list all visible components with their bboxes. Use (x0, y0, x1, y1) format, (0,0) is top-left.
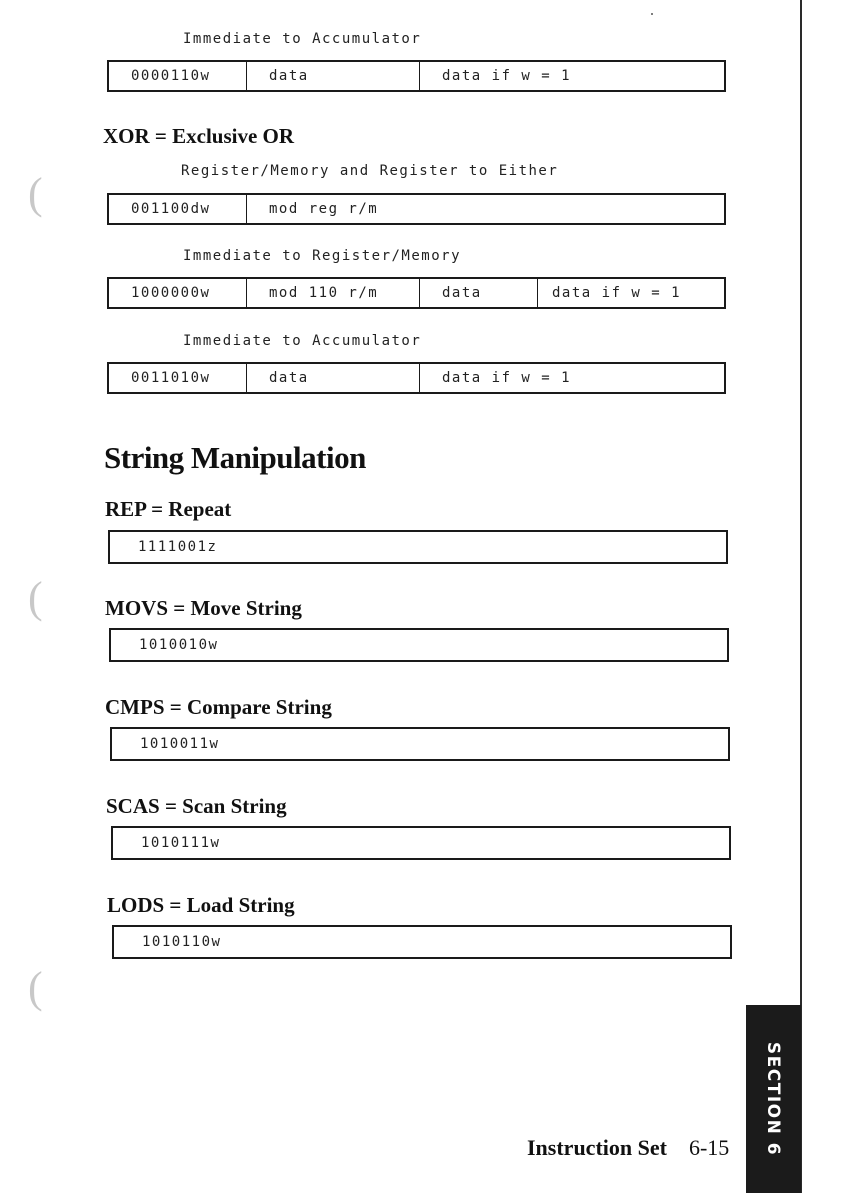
binder-hole-mark: ( (28, 963, 43, 1012)
data-field: data (246, 62, 419, 90)
instruction-heading-scas: SCAS = Scan String (106, 794, 287, 818)
opcode-field: 1010111w (141, 835, 221, 851)
format-caption: Immediate to Accumulator (183, 31, 422, 47)
data-field: data (419, 279, 537, 307)
instruction-heading-xor: XOR = Exclusive OR (103, 124, 295, 148)
instruction-format-box (108, 530, 728, 564)
section-tab-label: SECTION 6 (763, 1041, 784, 1157)
mod-reg-rm-field: mod reg r/m (246, 195, 724, 223)
data-if-w-field: data if w = 1 (537, 279, 724, 307)
binder-hole-mark: ( (28, 573, 43, 622)
opcode-field: 0000110w (131, 68, 211, 84)
opcode-field: 1010110w (142, 934, 222, 950)
data-if-w-field: data if w = 1 (419, 62, 724, 90)
format-caption: Register/Memory and Register to Either (181, 163, 559, 179)
page-number: 6-15 (688, 1135, 730, 1160)
data-field: data (246, 364, 419, 392)
instruction-format-box (111, 826, 731, 860)
page-footer (527, 1135, 729, 1161)
opcode-field: 1000000w (131, 285, 211, 301)
scan-speck (651, 13, 653, 15)
data-if-w-field: data if w = 1 (419, 364, 724, 392)
instruction-heading-cmps: CMPS = Compare String (105, 695, 332, 719)
section-tab (746, 1005, 801, 1193)
instruction-format-box (107, 362, 726, 394)
instruction-heading-lods: LODS = Load String (107, 893, 295, 917)
instruction-format-box (112, 925, 732, 959)
instruction-format-box (107, 60, 726, 92)
opcode-field: 1010010w (139, 637, 219, 653)
instruction-format-box (109, 628, 729, 662)
instruction-heading-rep: REP = Repeat (105, 497, 232, 521)
opcode-field: 0011010w (131, 370, 211, 386)
opcode-field: 001100dw (131, 201, 211, 217)
instruction-format-box (110, 727, 730, 761)
instruction-format-box (107, 193, 726, 225)
format-caption: Immediate to Register/Memory (183, 248, 462, 264)
mod-rm-field: mod 110 r/m (246, 279, 419, 307)
section-title: String Manipulation (104, 440, 366, 475)
instruction-format-box (107, 277, 726, 309)
footer-chapter-title: Instruction Set (527, 1135, 667, 1160)
instruction-heading-movs: MOVS = Move String (105, 596, 302, 620)
format-caption: Immediate to Accumulator (183, 333, 422, 349)
opcode-field: 1010011w (140, 736, 220, 752)
binder-hole-mark: ( (28, 169, 43, 218)
opcode-field: 1111001z (138, 539, 218, 555)
